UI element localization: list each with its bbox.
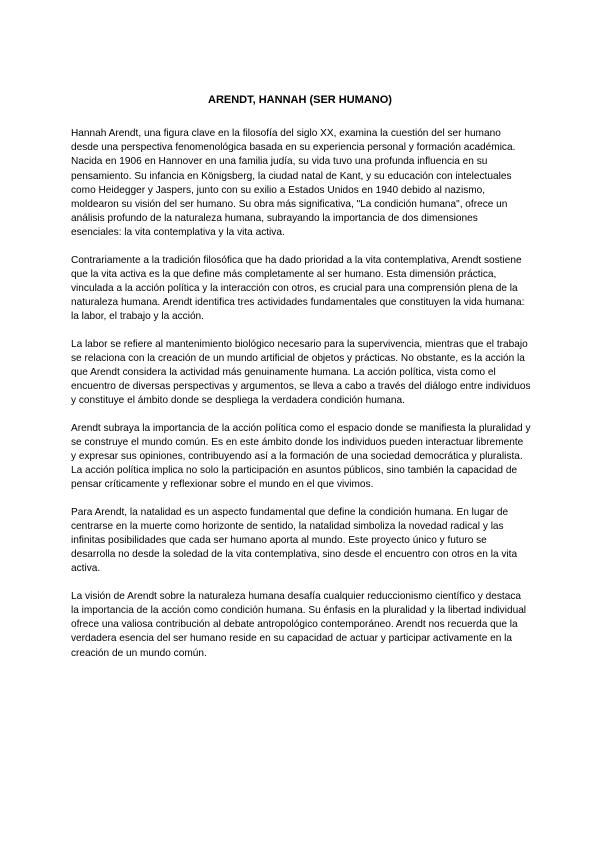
paragraph: Arendt subraya la importancia de la acción política como el espacio donde se manifiesta la pluralidad y se construye el mundo común. Es en este ámbito donde los individuos pueden interactuar libremente y expresar sus opiniones, contribuyendo así a la formación de una sociedad democrática y pluralista. La acción política implica no solo la participación en asuntos públicos, sino también la capacidad de pensar críticamente y reflexionar sobre el mundo en el que vivimos. bbox=[71, 422, 531, 491]
paragraph: Contrariamente a la tradición filosófica que ha dado prioridad a la vita contemplativa, Arendt sostiene que la vita activa es la que define más completamente al ser humano. Esta dimensión práctica, vinculada a la acción política y la interacción con otros, es crucial para una comprensión plena de la naturaleza humana. Arendt identifica tres actividades fundamentales que constituyen la vida humana: la labor, el trabajo y la acción. bbox=[71, 254, 525, 323]
paragraph: Hannah Arendt, una figura clave en la filosofía del siglo XX, examina la cuestión del ser humano desde una perspectiva fenomenológica basada en su experiencia personal y formación académica. Nacida en 1906 en Hannover en una familia judía, su vida tuvo una profunda influencia en su pensamiento. Su infancia en Königsberg, la ciudad natal de Kant, y su educación con intelectuales como Heidegger y Jaspers, junto con su exilio a Estados Unidos en 1940 debido al nazismo, moldearon su visión del ser humano. Su obra más significativa, "La condición humana", ofrece un análisis profundo de la naturaleza humana, subrayando la importancia de dos dimensiones esenciales: la vita contemplativa y la vita activa. bbox=[71, 128, 516, 239]
document-body bbox=[71, 127, 531, 674]
paragraph: La visión de Arendt sobre la naturaleza humana desafía cualquier reduccionismo científico y destaca la importancia de la acción como condición humana. Su énfasis en la pluralidad y la libertad individual ofrece una valiosa contribución al debate antropológico contemporáneo. Arendt nos recuerda que la verdadera esencia del ser humano reside en su capacidad de actuar y participar activamente en la creación de un mundo común. bbox=[71, 590, 527, 659]
paragraph: Para Arendt, la natalidad es un aspecto fundamental que define la condición humana. En lugar de centrarse en la muerte como horizonte de sentido, la natalidad simboliza la novedad radical y las infinitas posibilidades que cada ser humano aporta al mundo. Este proyecto único y futuro se desarrolla no desde la soledad de la vita contemplativa, sino desde el encuentro con otros en la vita activa. bbox=[71, 506, 518, 575]
paragraph: La labor se refiere al mantenimiento biológico necesario para la supervivencia, mientras que el trabajo se relaciona con la creación de un mundo artificial de objetos y prácticas. No obstante, es la acción la que Arendt considera la actividad más genuinamente humana. La acción política, vista como el encuentro de diversas perspectivas y argumentos, se lleva a cabo a través del diálogo entre individuos y constituye el ámbito donde se despliega la verdadera condición humana. bbox=[71, 338, 531, 407]
document-title: ARENDT, HANNAH (SER HUMANO) bbox=[208, 94, 392, 106]
